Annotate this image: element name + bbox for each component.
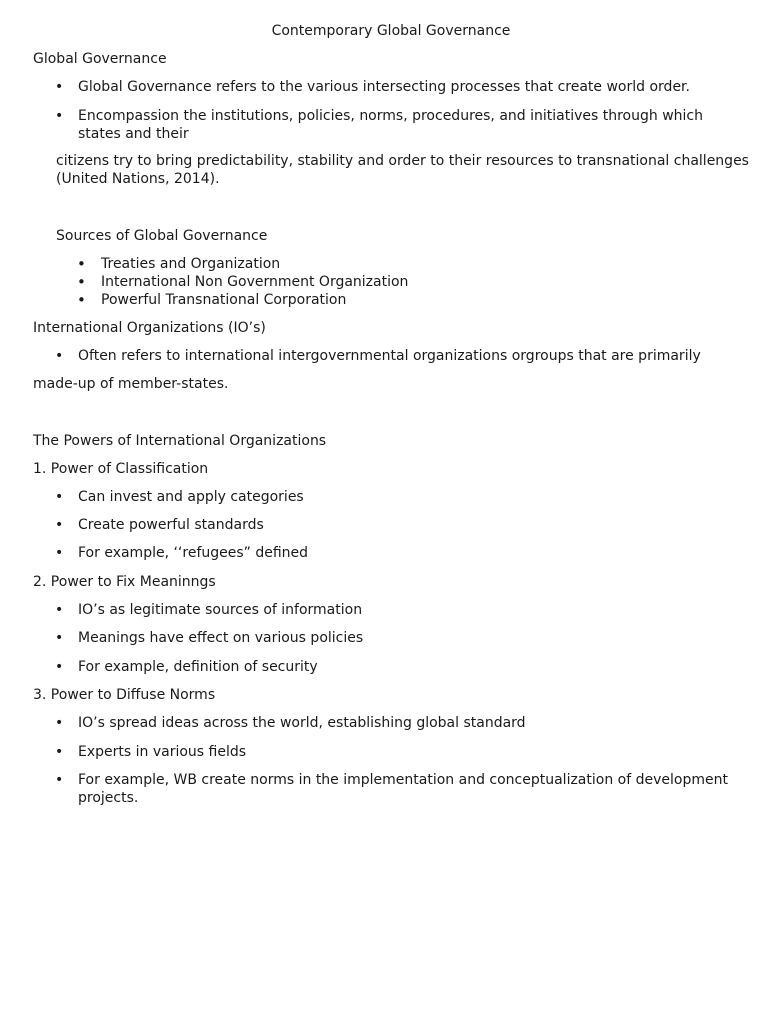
bullet-marker: •	[77, 273, 86, 291]
bullet-marker: •	[55, 108, 64, 124]
list-item-text: Treaties and Organization	[101, 256, 281, 272]
bullet-marker: •	[55, 489, 64, 505]
bullet-marker: •	[55, 517, 64, 533]
bullet-marker: •	[55, 79, 64, 95]
list-item-text: Encompassion the institutions, policies, norms, procedures, and initiatives through which states and their	[78, 108, 703, 142]
list-item-text: Create powerful standards	[78, 517, 264, 533]
list-item-text: Global Governance refers to the various intersecting processes that create world order.	[78, 79, 690, 95]
list-item-text: Often refers to international intergovernmental organizations orgroups that are primarily	[78, 348, 701, 364]
sources-heading: Sources of Global Governance	[56, 228, 268, 244]
meanings-heading: 2. Power to Fix Meaninngs	[33, 574, 216, 590]
list-item-text: Meanings have effect on various policies	[78, 630, 364, 646]
continuation-paragraph: made-up of member-states.	[33, 376, 229, 392]
list-item-text: For example, ‘‘refugees” defined	[78, 545, 309, 561]
global-governance-heading: Global Governance	[33, 51, 167, 67]
list-item-text: IO’s spread ideas across the world, establishing global standard	[78, 715, 526, 731]
bullet-marker: •	[55, 348, 64, 364]
list-item-text: Powerful Transnational Corporation	[101, 292, 347, 308]
norms-heading: 3. Power to Diffuse Norms	[33, 687, 216, 703]
bullet-marker: •	[55, 659, 64, 675]
list-item-text: Experts in various fields	[78, 744, 247, 760]
list-item-text: International Non Government Organization	[101, 274, 409, 290]
bullet-marker: •	[55, 772, 64, 788]
list-item-text: IO’s as legitimate sources of information	[78, 602, 363, 618]
continuation-paragraph: citizens try to bring predictability, stability and order to their resources to transnational challenges (United Nations, 2014).	[56, 153, 749, 187]
bullet-marker: •	[55, 715, 64, 731]
bullet-marker: •	[55, 545, 64, 561]
list-item-text: Can invest and apply categories	[78, 489, 304, 505]
list-item-text: For example, definition of security	[78, 659, 318, 675]
document-title: Contemporary Global Governance	[271, 23, 511, 39]
ios-heading: International Organizations (IO’s)	[33, 320, 266, 336]
classification-heading: 1. Power of Classification	[33, 461, 209, 477]
bullet-marker: •	[55, 602, 64, 618]
bullet-marker: •	[77, 255, 86, 273]
list-item-text: For example, WB create norms in the implementation and conceptualization of development projects.	[78, 772, 728, 806]
bullet-marker: •	[77, 291, 86, 309]
bullet-marker: •	[55, 630, 64, 646]
powers-heading: The Powers of International Organizations	[33, 433, 327, 449]
bullet-marker: •	[55, 744, 64, 760]
